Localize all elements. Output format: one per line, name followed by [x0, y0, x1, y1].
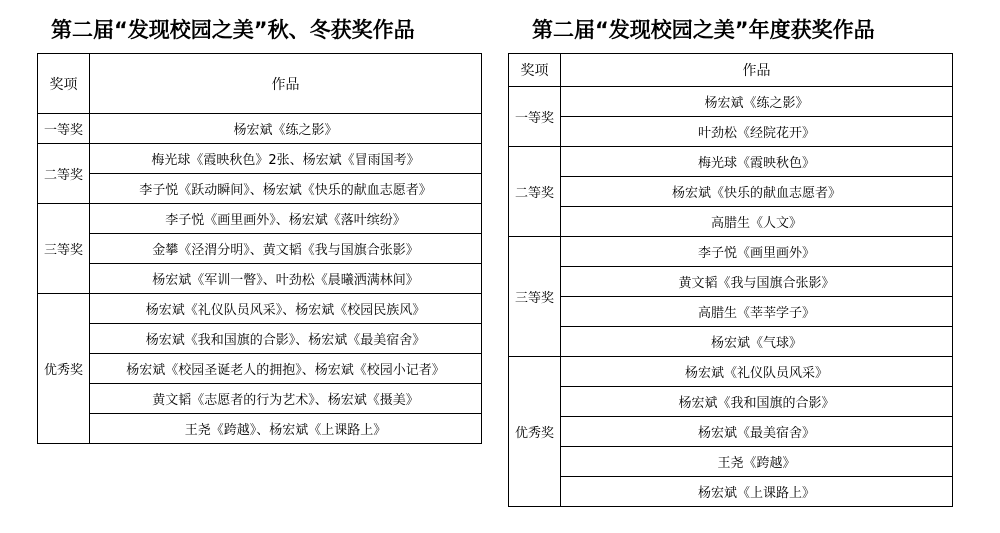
table-row — [509, 117, 953, 147]
work-entry-cell: 梅光球《霞映秋色》2张、杨宏斌《冒雨国考》 — [90, 144, 482, 174]
work-entry-cell: 叶劲松《经院花开》 — [561, 117, 953, 147]
works-column-header: 作品 — [90, 54, 482, 114]
work-entry-cell: 李子悦《画里画外》 — [561, 237, 953, 267]
work-entry-cell: 杨宏斌《礼仪队员风采》、杨宏斌《校园民族风》 — [90, 294, 482, 324]
table-row — [509, 87, 953, 117]
table-row — [509, 417, 953, 447]
award-level-cell: 三等奖 — [38, 204, 90, 294]
award-level-cell: 二等奖 — [38, 144, 90, 204]
table-row — [38, 144, 482, 174]
table-row — [509, 267, 953, 297]
award-level-cell: 优秀奖 — [38, 294, 90, 444]
right-table-body — [509, 87, 953, 507]
award-level-cell: 一等奖 — [509, 87, 561, 147]
table-row — [509, 447, 953, 477]
table-row — [509, 177, 953, 207]
work-entry-cell: 杨宏斌《气球》 — [561, 327, 953, 357]
autumn-winter-awards-table — [37, 53, 482, 444]
table-row — [509, 477, 953, 507]
table-row — [38, 384, 482, 414]
work-entry-cell: 金攀《泾渭分明》、黄文韬《我与国旗合张影》 — [90, 234, 482, 264]
left-table-body — [38, 114, 482, 444]
table-row — [509, 297, 953, 327]
table-row — [509, 237, 953, 267]
award-column-header: 奖项 — [38, 54, 90, 114]
work-entry-cell: 杨宏斌《上课路上》 — [561, 477, 953, 507]
work-entry-cell: 杨宏斌《我和国旗的合影》、杨宏斌《最美宿舍》 — [90, 324, 482, 354]
work-entry-cell: 李子悦《跃动瞬间》、杨宏斌《快乐的献血志愿者》 — [90, 174, 482, 204]
table-row — [38, 354, 482, 384]
work-entry-cell: 王尧《跨越》 — [561, 447, 953, 477]
header-row — [509, 54, 953, 87]
right-table-title: 第二届“发现校园之美”年度获奖作品 — [532, 18, 875, 42]
table-row — [38, 264, 482, 294]
annual-awards-table — [508, 53, 953, 507]
work-entry-cell: 杨宏斌《练之影》 — [561, 87, 953, 117]
work-entry-cell: 黄文韬《志愿者的行为艺术》、杨宏斌《摄美》 — [90, 384, 482, 414]
work-entry-cell: 杨宏斌《军训一瞥》、叶劲松《晨曦洒满林间》 — [90, 264, 482, 294]
table-row — [38, 204, 482, 234]
award-column-header: 奖项 — [509, 54, 561, 87]
work-entry-cell: 王尧《跨越》、杨宏斌《上课路上》 — [90, 414, 482, 444]
left-table-title: 第二届“发现校园之美”秋、冬获奖作品 — [51, 18, 415, 42]
work-entry-cell: 杨宏斌《快乐的献血志愿者》 — [561, 177, 953, 207]
table-row — [509, 147, 953, 177]
table-row — [509, 207, 953, 237]
work-entry-cell: 李子悦《画里画外》、杨宏斌《落叶缤纷》 — [90, 204, 482, 234]
work-entry-cell: 杨宏斌《礼仪队员风采》 — [561, 357, 953, 387]
award-level-cell: 二等奖 — [509, 147, 561, 237]
work-entry-cell: 高腊生《莘莘学子》 — [561, 297, 953, 327]
work-entry-cell: 杨宏斌《练之影》 — [90, 114, 482, 144]
work-entry-cell: 高腊生《人文》 — [561, 207, 953, 237]
table-row — [38, 414, 482, 444]
work-entry-cell: 杨宏斌《我和国旗的合影》 — [561, 387, 953, 417]
work-entry-cell: 杨宏斌《校园圣诞老人的拥抱》、杨宏斌《校园小记者》 — [90, 354, 482, 384]
work-entry-cell: 梅光球《霞映秋色》 — [561, 147, 953, 177]
table-row — [38, 324, 482, 354]
header-row — [38, 54, 482, 114]
works-column-header: 作品 — [561, 54, 953, 87]
award-level-cell: 三等奖 — [509, 237, 561, 357]
award-level-cell: 优秀奖 — [509, 357, 561, 507]
table-row — [38, 174, 482, 204]
award-level-cell: 一等奖 — [38, 114, 90, 144]
table-row — [509, 387, 953, 417]
table-row — [509, 357, 953, 387]
table-row — [509, 327, 953, 357]
table-row — [38, 234, 482, 264]
work-entry-cell: 黄文韬《我与国旗合张影》 — [561, 267, 953, 297]
table-row — [38, 114, 482, 144]
work-entry-cell: 杨宏斌《最美宿舍》 — [561, 417, 953, 447]
table-row — [38, 294, 482, 324]
